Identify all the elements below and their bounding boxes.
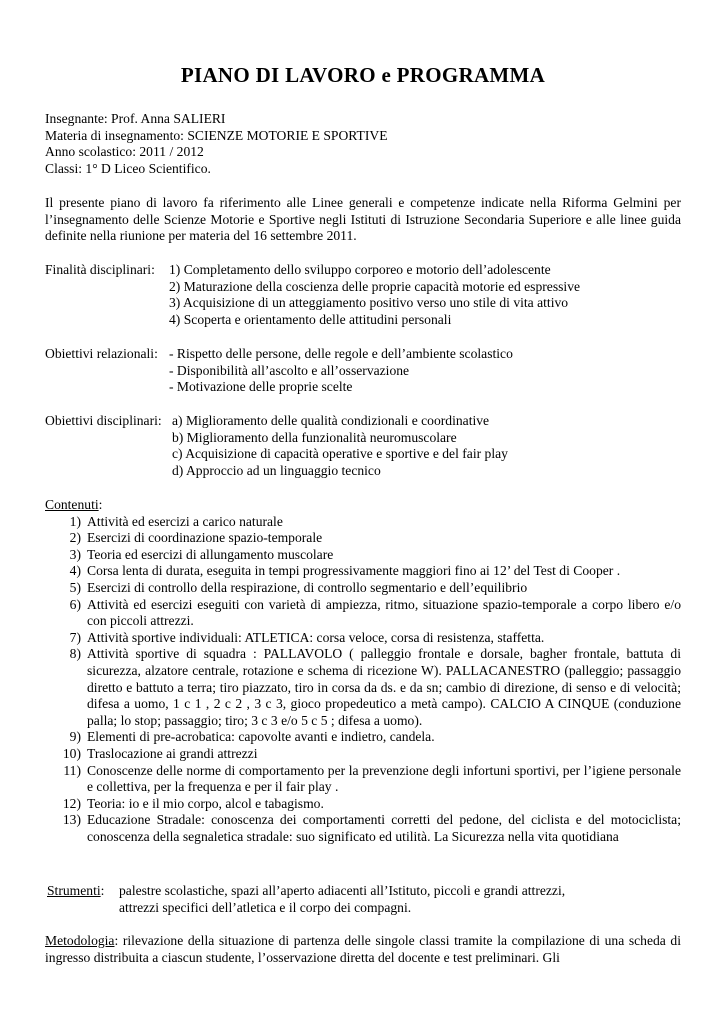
- list-item: [45, 580, 681, 597]
- strumenti-heading: [45, 883, 119, 900]
- finalita-item: 4) Scoperta e orientamento delle attitudini personali: [169, 311, 452, 327]
- item-number: 9): [69, 729, 81, 745]
- list-item: [45, 812, 681, 845]
- disciplinari-item: c) Acquisizione di capacità operative e sportive e del fair play: [172, 446, 508, 462]
- contenuti-label: Contenuti: [45, 497, 99, 512]
- item-text: Teoria: io e il mio corpo, alcol e tabagismo.: [87, 795, 324, 811]
- relazionali-item: - Disponibilità all’ascolto e all’osservazione: [169, 362, 410, 378]
- contenuti-colon: :: [98, 497, 103, 512]
- item-text: Attività sportive di squadra : PALLAVOLO ( palleggio frontale e dorsale, bagher frontale, battuta di sicurezza, alzatore centrale, rotazione e schema di ricezione W). PALLACANESTRO (palleggio; passaggio diretto e battuto a terra; tiro piazzato, tiro in corsa da ds. e da sn; cambio di direzione, di senso e di velocità; difesa a uomo, 1 c 1 , 2 c 2 , 3 c 3, gioco propedeutico a metà campo). CALCIO A CINQUE (conduzione palla; lo stop; passaggio; tiro; 3 c 3 e/o 5 c 5 ; difesa a uomo).: [87, 646, 681, 728]
- subject-line: Materia di insegnamento: SCIENZE MOTORIE E SPORTIVE: [45, 127, 388, 143]
- item-number: 2): [69, 530, 81, 546]
- finalita-item: 3) Acquisizione di un atteggiamento positivo verso uno stile di vita attivo: [169, 295, 569, 311]
- relazionali-label: Obiettivi relazionali:: [45, 346, 158, 361]
- item-text: Educazione Stradale: conoscenza dei comportamenti corretti del pedone, del ciclista e del motociclista; conoscenza della segnaletica stradale: suo significato ed utilità. La Sicurezza nella vita quotidiana: [87, 812, 681, 844]
- finalita-item: 1) Completamento dello sviluppo corporeo e motorio dell’adolescente: [169, 262, 551, 277]
- item-text: Esercizi di controllo della respirazione, di controllo segmentario e dell’equilibrio: [87, 579, 528, 595]
- item-text: Attività sportive individuali: ATLETICA: corsa veloce, corsa di resistenza, staffetta.: [87, 629, 545, 645]
- relazionali-section: [45, 346, 681, 396]
- disciplinari-label: Obiettivi disciplinari:: [45, 413, 162, 428]
- disciplinari-item: d) Approccio ad un linguaggio tecnico: [172, 462, 381, 478]
- disciplinari-list: [172, 413, 681, 479]
- strumenti-colon: :: [100, 883, 105, 898]
- finalita-label: Finalità disciplinari:: [45, 262, 155, 277]
- metodologia-text: : rilevazione della situazione di partenza delle singole classi tramite la compilazione di una scheda di ingresso distribuita a ciascun studente, l’osservazione diretta del docente e test preliminari. Gli: [45, 933, 681, 965]
- item-text: Teoria ed esercizi di allungamento muscolare: [87, 546, 334, 562]
- list-item: [45, 597, 681, 630]
- item-text: Attività ed esercizi a carico naturale: [87, 513, 283, 529]
- year-line: Anno scolastico: 2011 / 2012: [45, 144, 204, 160]
- item-number: 3): [69, 546, 81, 562]
- item-text: Elementi di pre-acrobatica: capovolte avanti e indietro, candela.: [87, 729, 435, 745]
- item-number: 4): [69, 563, 81, 579]
- metodologia-paragraph: [45, 933, 681, 966]
- classes-line: Classi: 1° D Liceo Scientifico.: [45, 160, 211, 176]
- contenuti-section: [45, 497, 681, 845]
- header-info: [45, 111, 681, 177]
- strumenti-row: [45, 883, 681, 900]
- item-number: 10): [62, 745, 81, 761]
- metodologia-label: Metodologia: [45, 933, 115, 948]
- item-number: 5): [69, 579, 81, 595]
- list-item: [45, 547, 681, 564]
- teacher-line: Insegnante: Prof. Anna SALIERI: [45, 111, 226, 126]
- list-item: [45, 796, 681, 813]
- finalita-section: [45, 262, 681, 328]
- item-number: 6): [69, 596, 81, 612]
- list-item: [45, 746, 681, 763]
- intro-paragraph: Il presente piano di lavoro fa riferimento alle Linee generali e competenze indicate nella Riforma Gelmini per l’insegnamento delle Scienze Motorie e Sportive negli Istituti di Istruzione Secondaria Superiore e alle linee guida definite nella riunione per materia del 16 settembre 2011.: [45, 195, 681, 244]
- disciplinari-item: b) Miglioramento della funzionalità neuromuscolare: [172, 429, 457, 445]
- strumenti-line-1: palestre scolastiche, spazi all’aperto adiacenti all’Istituto, piccoli e grandi attrezzi,: [119, 883, 566, 898]
- item-text: Corsa lenta di durata, eseguita in tempi progressivamente maggiori fino ai 12’ del Test di Cooper .: [87, 563, 621, 579]
- item-number: 1): [69, 513, 81, 529]
- disciplinari-section: [45, 413, 681, 479]
- item-number: 11): [63, 762, 81, 778]
- list-item: [45, 763, 681, 796]
- list-item: [45, 630, 681, 647]
- finalita-item: 2) Maturazione della coscienza delle proprie capacità motorie ed espressive: [169, 278, 581, 294]
- list-item: [45, 646, 681, 729]
- contenuti-heading: [45, 497, 681, 514]
- item-text: Attività ed esercizi eseguiti con varietà di ampiezza, ritmo, situazione spazio-temporale a corpo libero e/o con piccoli attrezzi.: [87, 596, 681, 629]
- strumenti-section: [45, 883, 681, 916]
- contenuti-list: [45, 514, 681, 846]
- strumenti-line-2: attrezzi specifici dell’atletica e il corpo dei compagni.: [119, 899, 412, 915]
- item-text: Traslocazione ai grandi attrezzi: [87, 745, 258, 761]
- list-item: [45, 563, 681, 580]
- item-number: 7): [69, 629, 81, 645]
- list-item: [45, 514, 681, 531]
- page-title: PIANO DI LAVORO e PROGRAMMA: [180, 63, 546, 87]
- list-item: [45, 530, 681, 547]
- relazionali-item: - Motivazione delle proprie scelte: [169, 379, 353, 395]
- item-number: 13): [62, 812, 81, 828]
- item-text: Esercizi di coordinazione spazio-temporale: [87, 530, 323, 546]
- list-item: [45, 729, 681, 746]
- relazionali-item: - Rispetto delle persone, delle regole e dell’ambiente scolastico: [169, 346, 513, 361]
- strumenti-label: Strumenti: [47, 883, 101, 898]
- item-text: Conoscenze delle norme di comportamento per la prevenzione degli infortuni sportivi, per l’igiene personale e collettiva, per la frequenza e per il fair play .: [87, 762, 681, 795]
- relazionali-list: [169, 346, 681, 396]
- disciplinari-item: a) Miglioramento delle qualità condizionali e coordinative: [172, 413, 490, 428]
- item-number: 12): [62, 795, 81, 811]
- finalita-list: [169, 262, 681, 328]
- item-number: 8): [69, 646, 81, 662]
